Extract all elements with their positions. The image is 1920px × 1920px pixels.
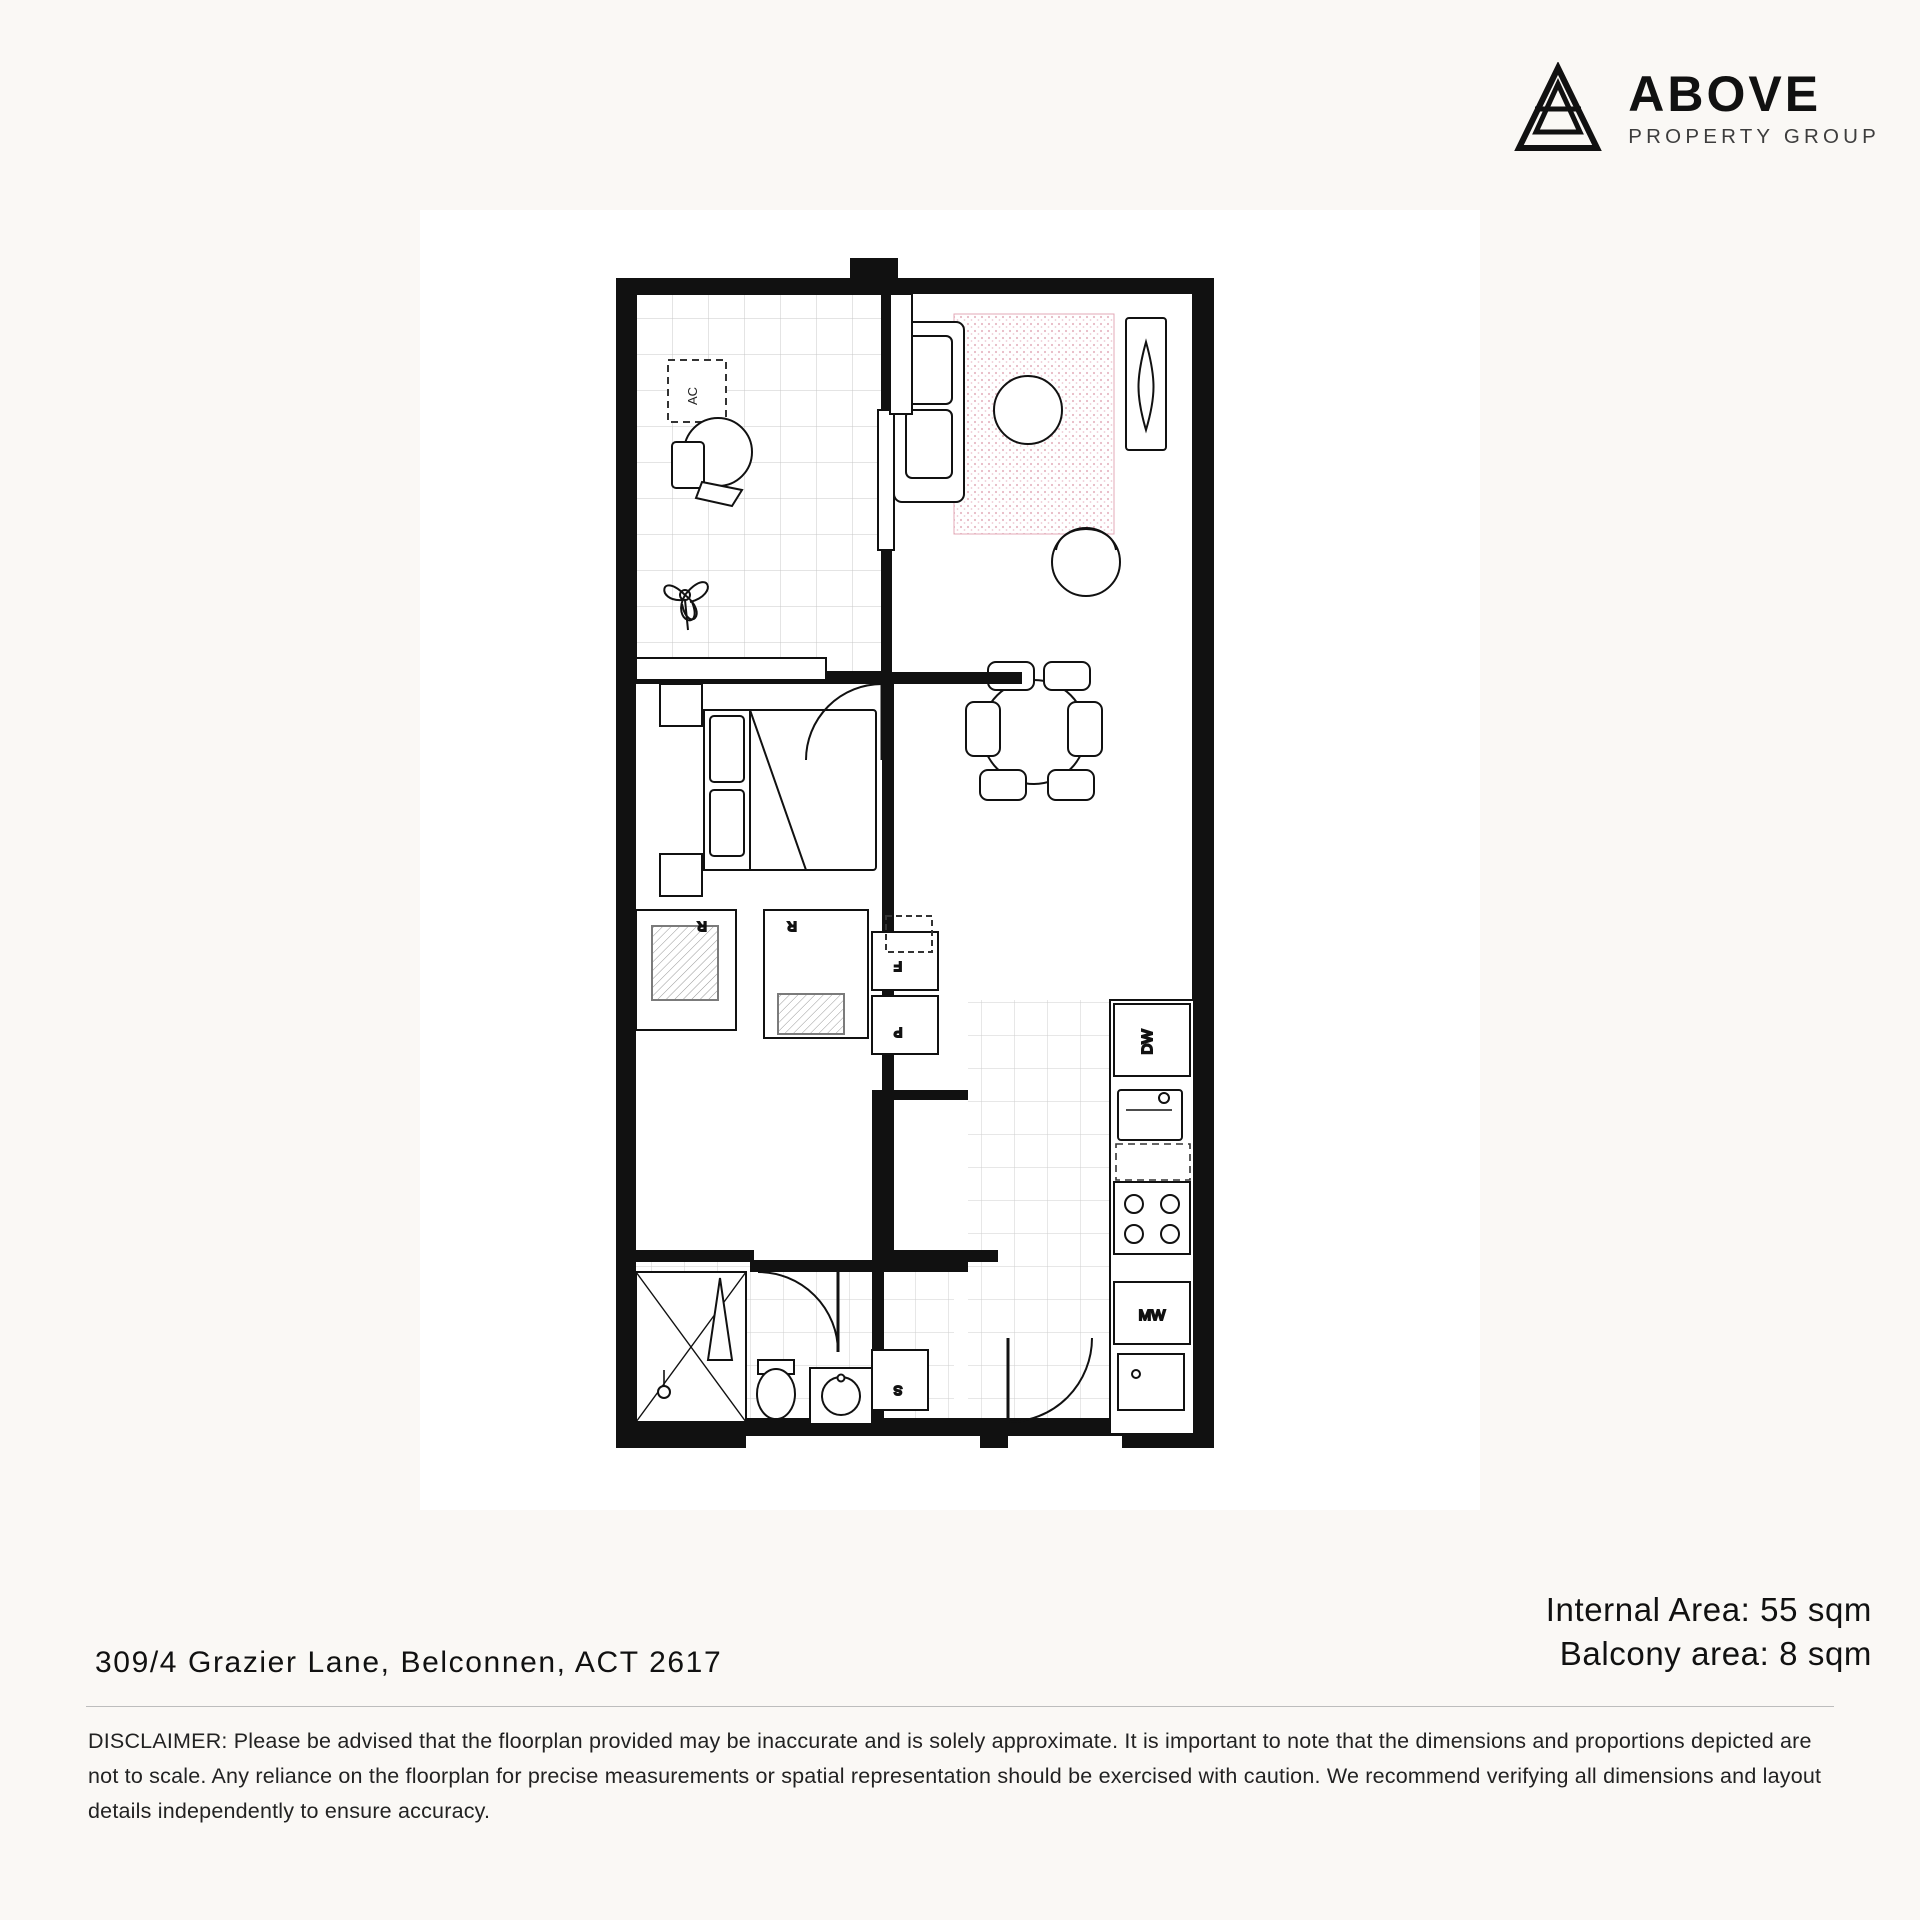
balcony-sliding-door [890, 294, 912, 414]
store-cupboard [872, 1350, 928, 1410]
internal-area: Internal Area: 55 sqm [1545, 1591, 1872, 1628]
armchair [1052, 528, 1120, 596]
floorplan-canvas [420, 210, 1480, 1510]
kitchen-sink [1118, 1090, 1182, 1140]
air-conditioner-unit [668, 360, 726, 422]
shower [636, 1272, 746, 1422]
svg-text:MW: MW [1138, 1307, 1166, 1324]
svg-text:S: S [893, 1383, 903, 1398]
svg-text:DW: DW [1139, 1029, 1156, 1055]
microwave [1114, 1282, 1190, 1344]
wardrobe-hall [764, 910, 868, 1038]
cooktop [1114, 1182, 1190, 1254]
svg-text:AC: AC [685, 386, 700, 406]
svg-text:R: R [787, 919, 797, 934]
svg-text:R: R [697, 919, 707, 934]
wardrobe-bedroom [636, 910, 736, 1030]
footer-divider [86, 1706, 1834, 1707]
brand-subtitle: PROPERTY GROUP [1628, 124, 1880, 148]
bed [704, 710, 876, 870]
living-door-head [882, 672, 1022, 684]
disclaimer-text: DISCLAIMER: Please be advised that the floorplan provided may be inaccurate and is solely approximate. It is important to note that the dimensions and proportions depicted are not to scale. Any reliance on the floorplan for precise measurements or spatial representation should be exercised with caution. We recommend verifying all dimensions and layout details independently to ensure accuracy. [88, 1729, 1822, 1823]
coffee-table [994, 376, 1062, 444]
brand-logo [1514, 62, 1880, 154]
property-address: 309/4 Grazier Lane, Belconnen, ACT 2617 [95, 1646, 723, 1679]
laundry-tub [1118, 1354, 1184, 1410]
tv-unit [1126, 318, 1166, 450]
area-summary [1546, 1588, 1872, 1675]
floorplan-drawing [420, 210, 1480, 1510]
svg-text:F: F [894, 959, 902, 974]
vanity-basin [810, 1368, 872, 1424]
brand-name: ABOVE [1628, 65, 1822, 122]
toilet [757, 1360, 795, 1419]
svg-text:P: P [893, 1025, 903, 1040]
balcony-area: Balcony area: 8 sqm [1559, 1634, 1872, 1672]
triangle-a-logo-icon [1514, 62, 1602, 154]
linen-cupboards [872, 916, 938, 1054]
dishwasher [1114, 1004, 1190, 1076]
